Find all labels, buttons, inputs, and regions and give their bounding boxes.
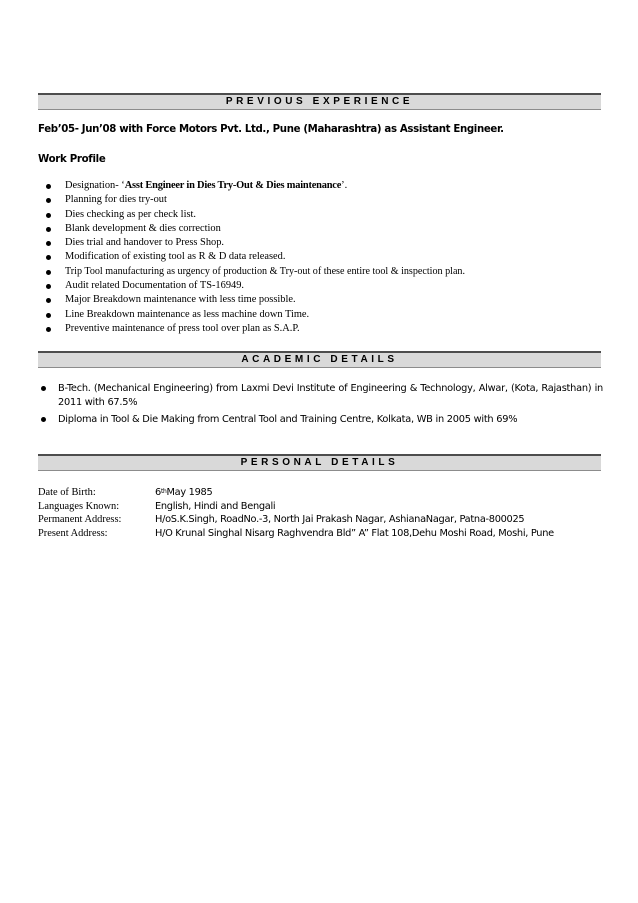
dob-value	[155, 486, 212, 500]
bullet-icon	[46, 198, 51, 203]
dob-day: 6	[155, 487, 161, 498]
experience-heading: Feb’05- Jun’08 with Force Motors Pvt. Ltd., Pune (Maharashtra) as Assistant Engineer.	[38, 124, 504, 135]
list-item	[38, 308, 598, 322]
academic-list	[38, 382, 603, 427]
permanent-address-label: Permanent Address:	[38, 514, 122, 526]
bullet-icon	[46, 298, 51, 303]
dob-suffix: th	[160, 488, 167, 495]
languages-value: English, Hindi and Bengali	[155, 500, 276, 512]
duty-text: Preventive maintenance of press tool over plan as S.A.P.	[65, 322, 300, 334]
present-address-label: Present Address:	[38, 527, 108, 539]
permanent-address-value: H/oS.K.Singh, RoadNo.-3, North Jai Prakash Nagar, AshianaNagar, Patna-800025	[155, 514, 525, 526]
personal-row-permanent-address	[38, 513, 608, 527]
list-item	[38, 322, 598, 336]
section-header-experience	[38, 93, 601, 110]
duty-text: Line Breakdown maintenance as less machine down Time.	[65, 308, 310, 320]
languages-label: Languages Known:	[38, 500, 120, 512]
list-item	[38, 279, 598, 293]
list-item	[38, 222, 598, 236]
bullet-icon	[46, 184, 51, 189]
list-item	[38, 236, 598, 250]
designation-title: Asst Engineer in Dies Try-Out & Dies maintenance	[124, 180, 342, 191]
duty-text: Audit related Documentation of TS-16949.	[65, 280, 245, 292]
designation-suffix: ’.	[341, 180, 348, 191]
academic-text: B-Tech. (Mechanical Engineering) from Laxmi Devi Institute of Engineering & Technology, Alwar, (Kota, Rajasthan) in 2011 with 67.5%	[58, 383, 603, 408]
dob-label: Date of Birth:	[38, 487, 96, 498]
personal-details	[38, 486, 608, 540]
designation-prefix: Designation- ‘	[65, 180, 125, 191]
duty-text: Blank development & dies correction	[65, 222, 221, 234]
list-item	[38, 413, 603, 427]
work-profile-list	[38, 179, 598, 336]
personal-row-languages	[38, 500, 608, 514]
duty-text: Dies checking as per check list.	[65, 208, 196, 220]
section-title-personal: PERSONAL DETAILS	[240, 457, 399, 468]
personal-row-present-address	[38, 527, 608, 541]
bullet-icon	[41, 417, 46, 422]
dob-month-year: May 1985	[166, 487, 213, 498]
list-item	[38, 193, 598, 207]
list-item	[38, 293, 598, 307]
bullet-icon	[46, 241, 51, 246]
list-item	[38, 179, 598, 193]
section-header-academic	[38, 351, 601, 368]
bullet-icon	[46, 213, 51, 218]
present-address-value: H/O Krunal Singhal Nisarg Raghvendra Bld” A” Flat 108,Dehu Moshi Road, Moshi, Pune	[155, 527, 554, 539]
list-item	[38, 265, 598, 279]
list-item	[38, 250, 598, 264]
bullet-icon	[46, 327, 51, 332]
section-title-experience: PREVIOUS EXPERIENCE	[225, 96, 414, 107]
section-header-personal	[38, 454, 601, 471]
bullet-icon	[46, 270, 51, 275]
section-title-academic: ACADEMIC DETAILS	[241, 354, 398, 365]
bullet-icon	[46, 255, 51, 260]
duty-text: Modification of existing tool as R & D data released.	[65, 251, 286, 263]
bullet-icon	[41, 386, 46, 391]
academic-text: Diploma in Tool & Die Making from Central Tool and Training Centre, Kolkata, WB in 2005 with 69%	[58, 414, 518, 425]
work-profile-label: Work Profile	[38, 154, 106, 165]
list-item	[38, 382, 603, 410]
bullet-icon	[46, 284, 51, 289]
bullet-icon	[46, 227, 51, 232]
bullet-icon	[46, 313, 51, 318]
duty-text: Trip Tool manufacturing as urgency of production & Try-out of these entire tool & inspection plan.	[65, 265, 465, 277]
duty-text: Major Breakdown maintenance with less time possible.	[65, 294, 296, 306]
duty-text: Dies trial and handover to Press Shop.	[65, 237, 225, 249]
duty-text: Planning for dies try-out	[65, 194, 167, 206]
personal-row-dob	[38, 486, 608, 500]
list-item	[38, 208, 598, 222]
